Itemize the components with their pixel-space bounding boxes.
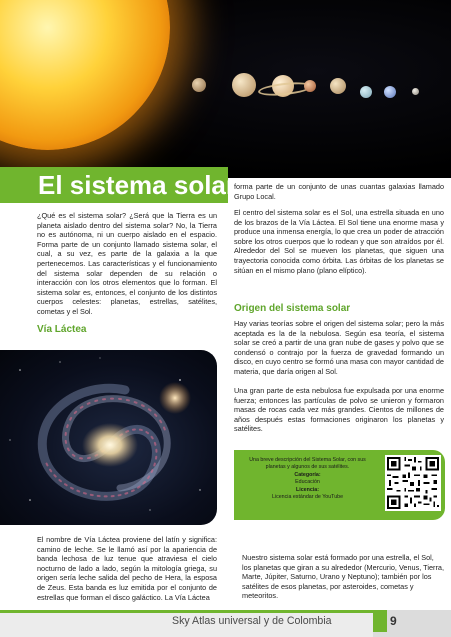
license-value: Licencia estándar de YouTube [271,494,344,501]
qr-code-icon [385,455,441,511]
category-label: Categoría: [294,471,321,478]
planet-venus [232,73,256,97]
origen-heading: Origen del sistema solar [234,303,351,314]
planet-pluto [412,88,419,95]
right-paragraph-4: Una gran parte de esta nebulosa fue expulsada por una enorme fuerza; entonces las partículas de polvo se unieron y formaron masas de rocas cada vez más grandes. Cientos de millones de años después estas formaciones originaron los planetas y satélites. [234,386,444,434]
right-paragraph-2: El centro del sistema solar es el Sol, una estrella situada en uno de los brazos de la Vía Láctea. El Sol tiene una enorme masa y produce una inmensa energía, lo que crea un poder de atracción sobre los otros cuerpos que lo rodean y que son atraídos por él. Alrededor del Sol se mueven los planetas, que siguen una trayectoria conocida como órbita. Las órbitas de los planetas se sitúan en el mismo plano (plano elíptico). [234,208,444,275]
galaxy-image [0,350,217,525]
video-description: Una breve descripción del Sistema Solar, con sus planetas y algunos de sus satélites. [249,457,366,471]
qr-code[interactable] [385,455,441,511]
solar-system-banner [0,0,451,178]
license-label: Licencia: [296,486,319,493]
planet-mars [304,80,316,92]
right-paragraph-3: Hay varias teorías sobre el origen del sistema solar; pero la más aceptada es la de la nebulosa. Según esa teoría, el sistema solar se creó a partir de una gran nube de gases y polvo que se condensó o contrajo por la fuerza de gravedad formando un disco, en cuyo centro se formó una masa con mayor cantidad de materia, que daría origen al Sol. [234,319,444,376]
video-info-text [240,457,375,501]
spiral-galaxy-icon [0,350,217,525]
intro-paragraph: ¿Qué es el sistema solar? ¿Será que la Tierra es un planeta aislado dentro del sistema solar? No, la Tierra no es autónoma, ni un cuerpo aislado en el espacio. Forma parte de un conjunto llamado sistema solar, el cual, a su vez, es parte de la galaxia a la que pertenecemos. Las características y el funcionamiento del sistema solar dependen de su relación o interacción con los otros elementos que lo forman. El sistema solar es, entonces, el conjunto de los distintos cuerpos celestes: planetas, estrellas, satélites, cometas y el Sol. [37,211,217,316]
right-paragraph-1: forma parte de un conjunto de unas cuantas galaxias llamado Grupo Local. [234,182,444,201]
page-number: 9 [390,614,397,628]
planet-neptune [384,86,396,98]
planet-jupiter [330,78,346,94]
planet-uranus [360,86,372,98]
page-number-accent [373,610,387,632]
right-paragraph-bottom: Nuestro sistema solar está formado por una estrella, el Sol, los planetas que giran a su alrededor (Mercurio, Venus, Tierra, Marte, Júpiter, Saturno, Urano y Neptuno); también por los satélites de esos planetas, por asteroides, cometas y meteoritos. [242,553,444,601]
footer-title: Sky Atlas universal y de Colombia [172,615,332,627]
page-title: El sistema solar [38,170,236,200]
planet-mercury [192,78,206,92]
via-lactea-paragraph: El nombre de Vía Láctea proviene del latín y significa: camino de leche. Se le llamó así por la apariencia de banda lechosa de luz tenue que atraviesa el cielo nocturno de lado a lado, según la mitología griega, su origen sería leche salida del pecho de Hera, la esposa de Zeus. Esta banda es luz emitida por el conjunto de estrellas que forman el disco galáctico. La Vía Láctea [37,535,217,602]
via-lactea-heading: Vía Láctea [37,324,87,335]
sun-image [0,0,170,150]
category-value: Educación [295,479,320,486]
